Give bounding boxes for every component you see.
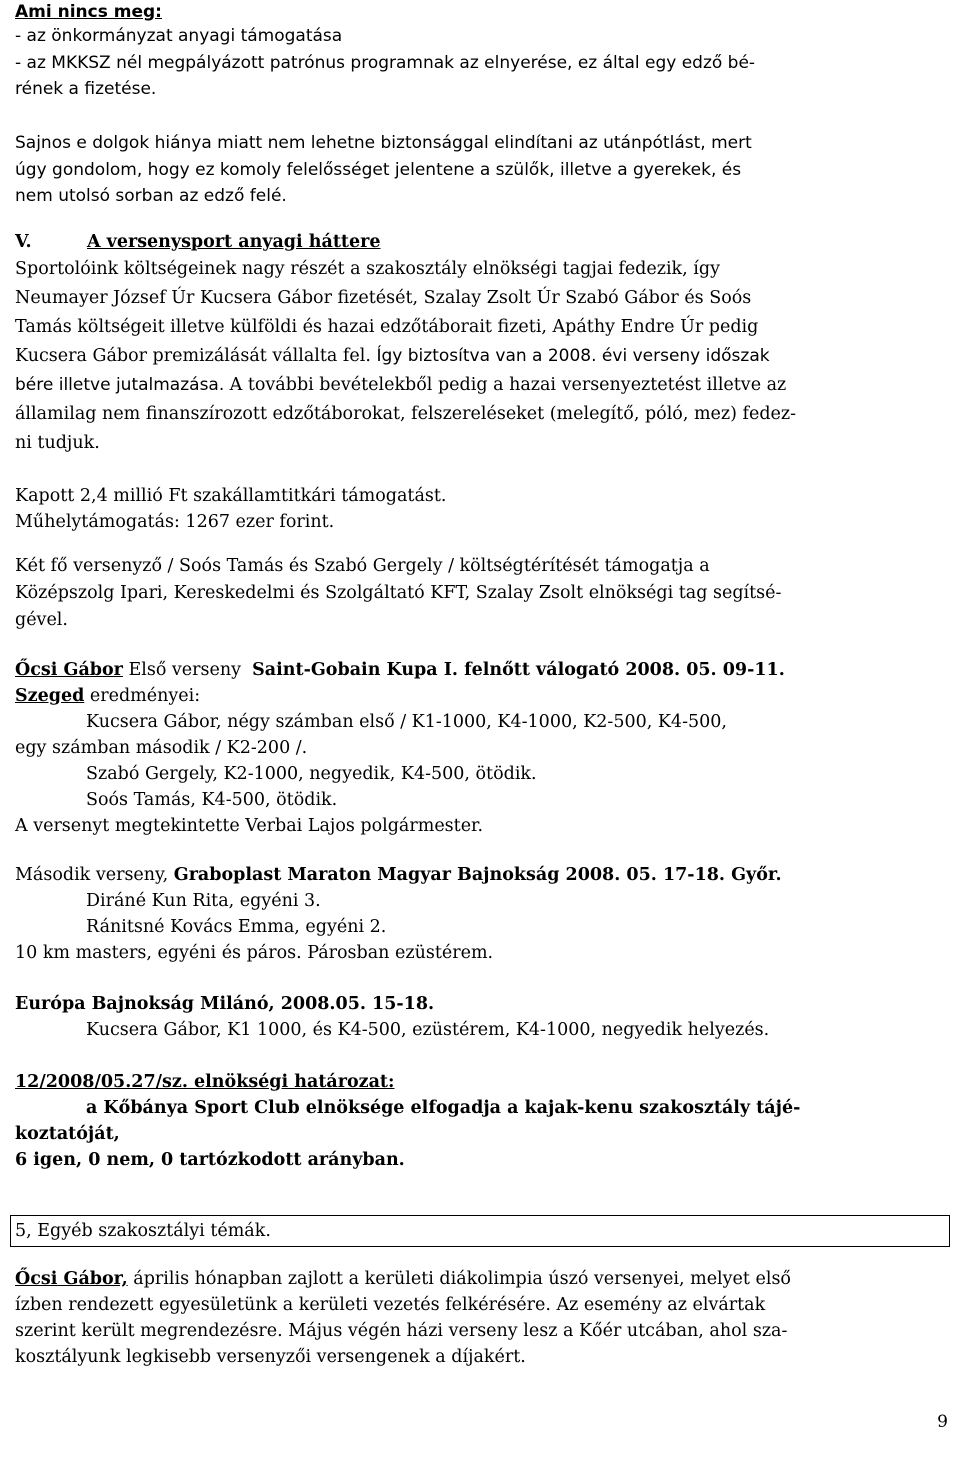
section-title: A versenysport anyagi háttere xyxy=(87,232,381,252)
resolution-line-2: koztatóját, xyxy=(15,1124,120,1144)
race-3-result-1: Kucsera Gábor, K1 1000, és K4-500, ezüstérem, K4-1000, negyedik helyezés. xyxy=(86,1020,770,1040)
intro-line-3: nem utolsó sorban az edző felé. xyxy=(15,186,287,206)
funding-sentence-c: bére illetve jutalmazása. xyxy=(15,375,230,395)
needs-item-2-line-1: - az MKKSZ nél megpályázott patrónus programnak az elnyerése, ez által egy edző bé- xyxy=(15,53,756,73)
race-1-result-1-cont: egy számban második / K2-200 /. xyxy=(15,738,308,758)
page-number: 9 xyxy=(937,1412,948,1432)
other-line-3: szerint került megrendezésre. Május végén házi verseny lesz a Kőér utcában, ahol sza- xyxy=(15,1321,788,1341)
intro-line-1: Sajnos e dolgok hiánya miatt nem lehetne biztonsággal elindítani az utánpótlást, mert xyxy=(15,133,752,153)
intro-line-2: úgy gondolom, hogy ez komoly felelősséget jelentene a szülők, illetve a gyerekek, és xyxy=(15,160,742,180)
race-1-header xyxy=(15,657,785,683)
needs-item-2-line-2: rének a fizetése. xyxy=(15,79,157,99)
workshop-grant-line: Műhelytámogatás: 1267 ezer forint. xyxy=(15,512,335,532)
race-1-event: Saint-Gobain Kupa I. felnőtt válogató 2008. 05. 09-11. xyxy=(252,660,785,680)
race-1-results-heading xyxy=(15,683,200,709)
resolution-vote: 6 igen, 0 nem, 0 tartózkodott arányban. xyxy=(15,1150,405,1170)
sponsor-line-1: Két fő versenyző / Soós Tamás és Szabó Gergely / költségtérítését támogatja a xyxy=(15,556,710,576)
funding-paragraph-line-1: Sportolóink költségeinek nagy részét a szakosztály elnökségi tagjai fedezik, így xyxy=(15,259,720,279)
race-2-result-3: 10 km masters, egyéni és páros. Párosban ezüstérem. xyxy=(15,943,494,963)
funding-paragraph-line-3: Tamás költségeit illetve külföldi és hazai edzőtáborait fizeti, Apáthy Endre Úr pedig xyxy=(15,317,759,337)
other-line-1-text: április hónapban zajlott a kerületi diákolimpia úszó versenyei, melyet első xyxy=(127,1269,791,1289)
race-2-header xyxy=(15,862,782,888)
funding-paragraph-line-2: Neumayer József Úr Kucsera Gábor fizetését, Szalay Zsolt Úr Szabó Gábor és Soós xyxy=(15,288,752,308)
sponsor-line-3: gével. xyxy=(15,610,68,630)
needs-heading: Ami nincs meg: xyxy=(15,2,162,22)
sponsor-line-2: Középszolg Ipari, Kereskedelmi és Szolgáltató KFT, Szalay Zsolt elnökségi tag segítsé- xyxy=(15,583,782,603)
funding-paragraph-line-5 xyxy=(15,372,786,398)
race-1-reporter: Őcsi Gábor xyxy=(15,660,123,680)
funding-sentence-b: Így biztosítva van a 2008. évi verseny időszak xyxy=(376,346,770,366)
race-2-label: Második verseny, xyxy=(15,865,174,885)
resolution-line-1: a Kőbánya Sport Club elnöksége elfogadja a kajak-kenu szakosztály tájé- xyxy=(86,1098,801,1118)
funding-sentence-a: Kucsera Gábor premizálását vállalta fel. xyxy=(15,346,377,366)
race-2-result-1: Diráné Kun Rita, egyéni 3. xyxy=(86,891,321,911)
other-line-1 xyxy=(15,1266,791,1292)
other-line-2: ízben rendezett egyesületünk a kerületi vezetés felkérésére. Az esemény az elvártak xyxy=(15,1295,766,1315)
resolution-number: 12/2008/05.27/sz. xyxy=(15,1072,188,1092)
race-1-label: Első verseny xyxy=(122,660,253,680)
race-1-result-1: Kucsera Gábor, négy számban első / K1-1000, K4-1000, K2-500, K4-500, xyxy=(86,712,727,732)
race-1-result-3: Soós Tamás, K4-500, ötödik. xyxy=(86,790,338,810)
race-2-event: Graboplast Maraton Magyar Bajnokság 2008. 05. 17-18. Győr. xyxy=(173,865,782,885)
grant-line: Kapott 2,4 millió Ft szakállamtitkári támogatást. xyxy=(15,486,447,506)
funding-paragraph-line-7: ni tudjuk. xyxy=(15,433,100,453)
needs-item-1: - az önkormányzat anyagi támogatása xyxy=(15,26,343,46)
race-1-visit: A versenyt megtekintette Verbai Lajos polgármester. xyxy=(15,816,484,836)
race-2-result-2: Ránitsné Kovács Emma, egyéni 2. xyxy=(86,917,387,937)
resolution-title: elnökségi határozat: xyxy=(194,1072,395,1092)
other-reporter: Őcsi Gábor, xyxy=(15,1269,128,1289)
other-line-4: kosztályunk legkisebb versenyzői versengenek a díjakért. xyxy=(15,1347,526,1367)
funding-sentence-d: A további bevételekből pedig a hazai versenyeztetést illetve az xyxy=(229,375,787,395)
section-number: V. xyxy=(15,232,32,252)
race-1-result-2: Szabó Gergely, K2-1000, negyedik, K4-500, ötödik. xyxy=(86,764,537,784)
funding-paragraph-line-4 xyxy=(15,343,770,369)
funding-paragraph-line-6: államilag nem finanszírozott edzőtáborokat, felszereléseket (melegítő, póló, mez) fedez- xyxy=(15,404,797,424)
section-5-title: 5, Egyéb szakosztályi témák. xyxy=(15,1221,271,1241)
race-3-event: Európa Bajnokság Milánó, 2008.05. 15-18. xyxy=(15,994,435,1014)
race-1-results-label: eredményei: xyxy=(84,686,201,706)
race-1-city: Szeged xyxy=(15,686,85,706)
resolution-heading xyxy=(15,1069,394,1095)
